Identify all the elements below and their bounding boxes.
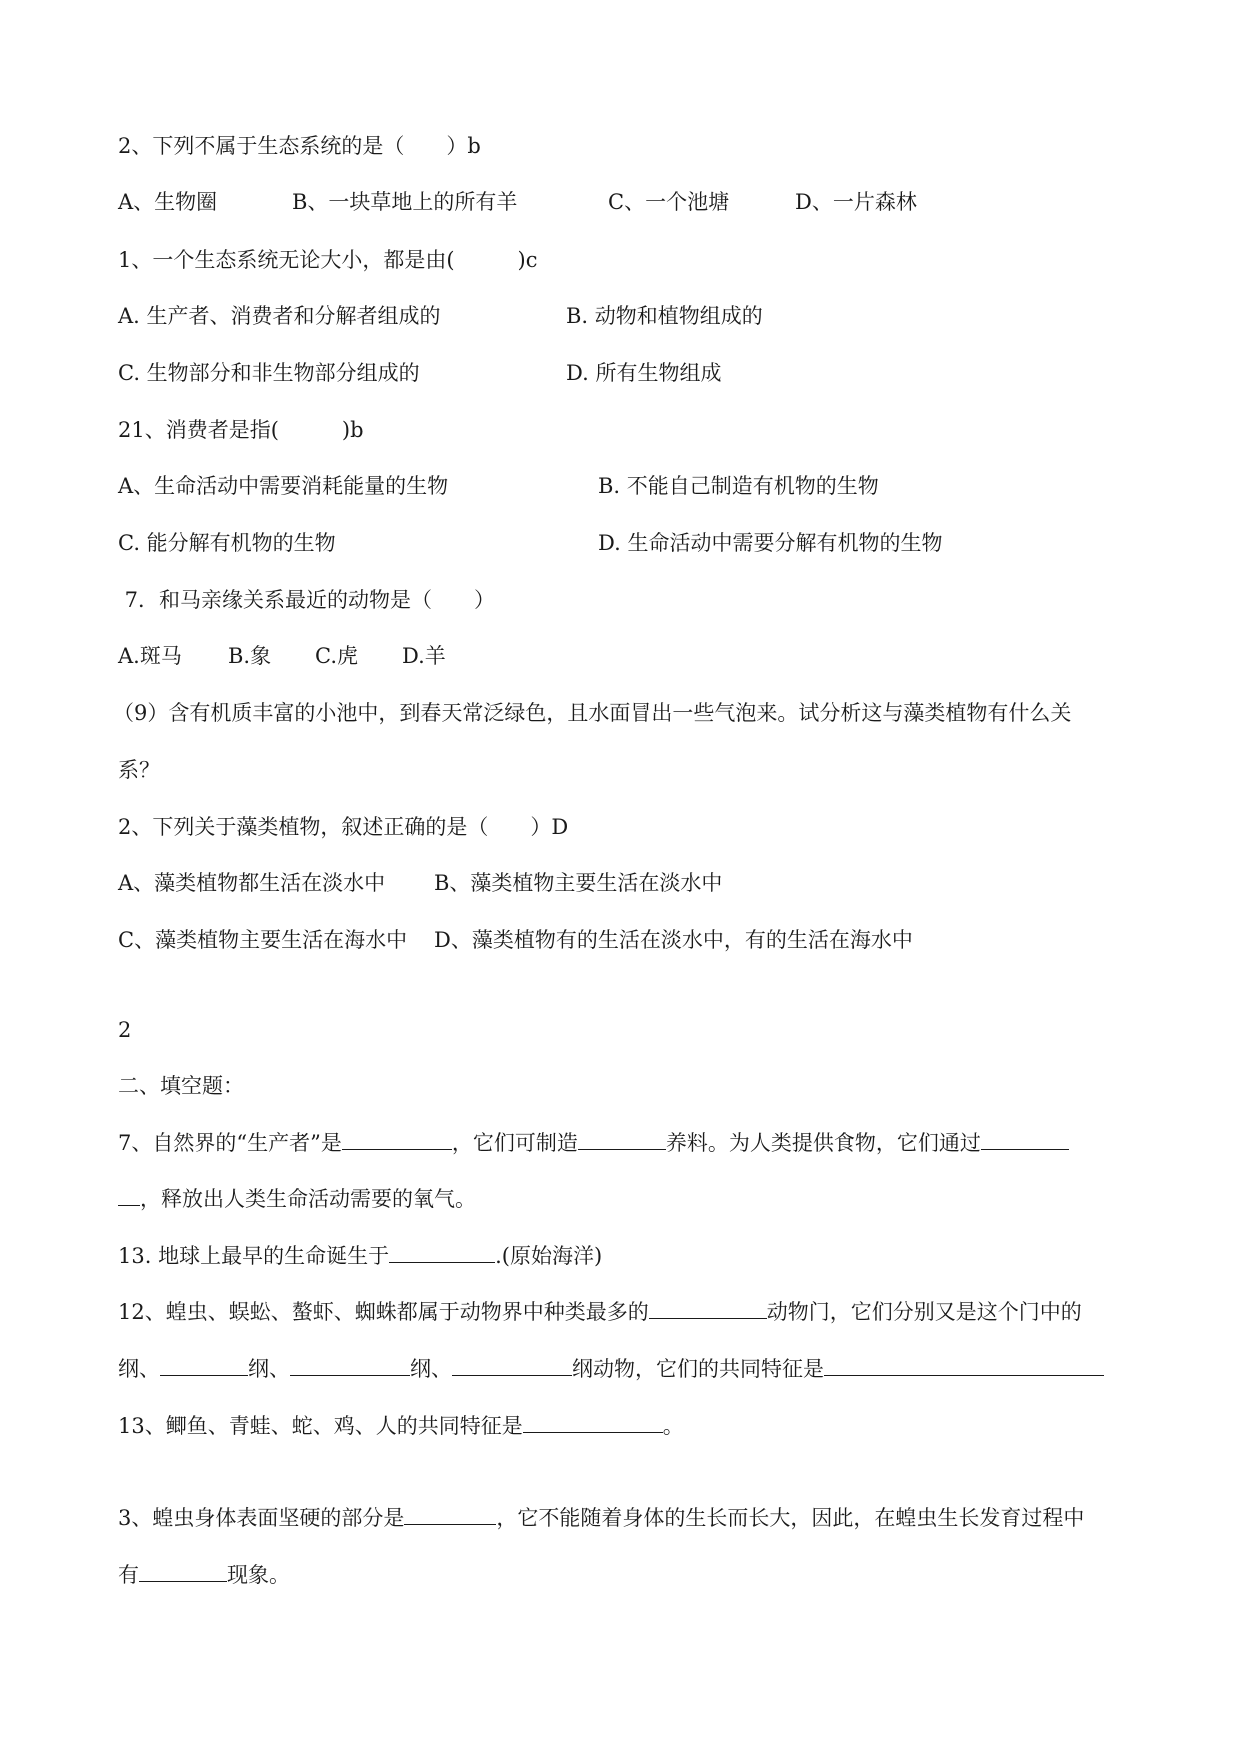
option-d: D、一片森林 [795, 190, 917, 214]
option-a: A.斑马 [118, 644, 182, 668]
option-b: B. 动物和植物组成的 [566, 304, 763, 328]
blank[interactable] [389, 1242, 495, 1263]
text: 纲、 [410, 1357, 452, 1381]
fill-question [118, 1412, 684, 1440]
option-a: A. 生产者、消费者和分解者组成的 [118, 304, 441, 328]
blank[interactable] [981, 1129, 1069, 1150]
option-c: C、藻类植物主要生活在海水中 [118, 928, 408, 952]
fill-question [118, 1298, 1082, 1326]
page-number: 2 [118, 1018, 132, 1042]
question-stem: 1、一个生态系统无论大小，都是由( )c [118, 248, 538, 272]
fill-question [118, 1129, 1069, 1157]
text: ，它们可制造 [451, 1131, 578, 1155]
option-b: B、一块草地上的所有羊 [292, 190, 518, 214]
option-c: C. 能分解有机物的生物 [118, 531, 336, 555]
fill-question [118, 1355, 1104, 1383]
blank[interactable] [342, 1129, 452, 1150]
blank[interactable] [404, 1504, 496, 1525]
option-c: C.虎 [315, 644, 358, 668]
option-a: A、藻类植物都生活在淡水中 [118, 871, 386, 895]
blank[interactable] [824, 1355, 1104, 1376]
option-b: B. 不能自己制造有机物的生物 [598, 474, 879, 498]
question-stem: 2、下列不属于生态系统的是（ ）b [118, 134, 481, 158]
text: 养料。为人类提供食物，它们通过 [665, 1131, 981, 1155]
question-stem: 7．和马亲缘关系最近的动物是（ ） [118, 588, 496, 612]
blank[interactable] [118, 1185, 140, 1206]
option-a: A、生物圈 [118, 190, 218, 214]
option-d: D、藻类植物有的生活在淡水中，有的生活在海水中 [434, 928, 913, 952]
section-title: 二、填空题： [118, 1074, 244, 1098]
text: 动物门，它们分别又是这个门中的 [766, 1300, 1082, 1324]
text: 纲、 [248, 1357, 290, 1381]
text: ，它不能随着身体的生长而长大，因此，在蝗虫生长发育过程中 [496, 1506, 1085, 1530]
question-stem: 21、消费者是指( )b [118, 418, 364, 442]
fill-question [118, 1504, 1084, 1532]
blank[interactable] [290, 1355, 410, 1376]
text: 纲、 [118, 1357, 160, 1381]
text: 13、鲫鱼、青蛙、蛇、鸡、人的共同特征是 [118, 1414, 523, 1438]
question-text: 系？ [118, 758, 160, 782]
fill-question [118, 1561, 290, 1589]
option-d: D.羊 [402, 644, 446, 668]
text: .(原始海洋) [495, 1244, 603, 1268]
blank[interactable] [452, 1355, 572, 1376]
text: 12、蝗虫、蜈蚣、螯虾、蜘蛛都属于动物界中种类最多的 [118, 1300, 649, 1324]
text: 3、蝗虫身体表面坚硬的部分是 [118, 1506, 405, 1530]
option-d: D. 生命活动中需要分解有机物的生物 [598, 531, 943, 555]
question-stem: 2、下列关于藻类植物，叙述正确的是（ ）D [118, 815, 569, 839]
blank[interactable] [160, 1355, 248, 1376]
fill-question [118, 1242, 602, 1270]
question-text: （9）含有机质丰富的小池中，到春天常泛绿色，且水面冒出一些气泡来。试分析这与藻类植物有什么关 [113, 701, 1072, 725]
text: 13. 地球上最早的生命诞生于 [118, 1244, 390, 1268]
option-b: B、藻类植物主要生活在淡水中 [434, 871, 723, 895]
option-a: A、生命活动中需要消耗能量的生物 [118, 474, 449, 498]
text: 7、自然界的“生产者”是 [118, 1131, 342, 1155]
option-c: C. 生物部分和非生物部分组成的 [118, 361, 420, 385]
blank[interactable] [578, 1129, 666, 1150]
blank[interactable] [523, 1412, 663, 1433]
fill-question [118, 1185, 476, 1213]
blank[interactable] [139, 1561, 227, 1582]
text: 。 [662, 1414, 684, 1438]
text: 纲动物，它们的共同特征是 [572, 1357, 824, 1381]
option-b: B.象 [228, 644, 272, 668]
option-d: D. 所有生物组成 [566, 361, 722, 385]
blank[interactable] [649, 1298, 767, 1319]
option-c: C、一个池塘 [608, 190, 730, 214]
text: 现象。 [227, 1563, 290, 1587]
text: 有 [118, 1563, 139, 1587]
text: ，释放出人类生命活动需要的氧气。 [140, 1187, 476, 1211]
